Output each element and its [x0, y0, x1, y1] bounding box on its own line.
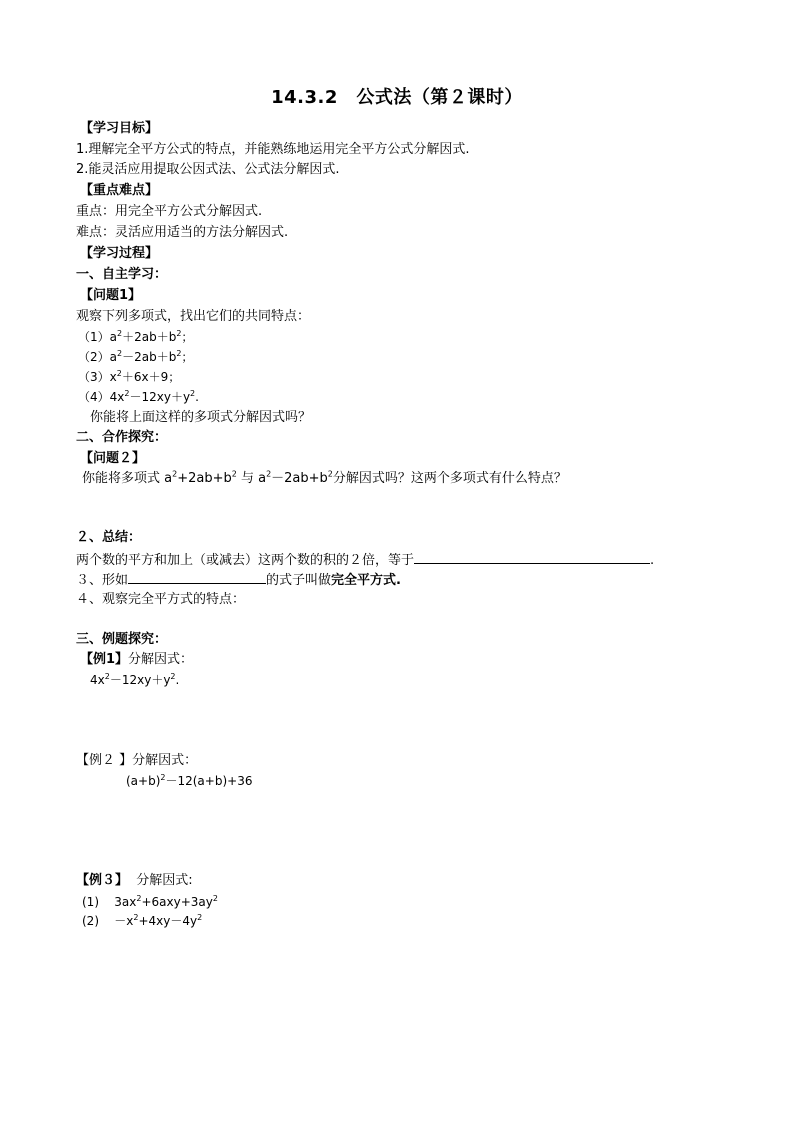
- process-heading: 【学习过程】: [80, 246, 159, 261]
- summary-line-3: ４、观察完全平方式的特点：: [76, 592, 246, 607]
- example2-title: 【例２ 】分解因式：: [76, 753, 198, 768]
- example1-expression: $4x^2-12xy+y^2$.: [90, 672, 180, 687]
- objectives-heading: 【学习目标】: [80, 121, 159, 136]
- example3-title: 【例３】 分解因式:: [76, 873, 193, 888]
- section-self-study: 一、自主学习：: [76, 267, 168, 282]
- section-examples: 三、例题探究：: [76, 632, 168, 647]
- question1-prompt: 你能将上面这样的多项式分解因式吗？: [90, 410, 312, 425]
- question2-heading: 【问题２】: [80, 451, 146, 466]
- q1-item-3: $(3)x^2+6x+9$；: [78, 369, 181, 384]
- keypoints-heading: 【重点难点】: [80, 183, 159, 198]
- page-title: 14.3.2 公式法（第２课时）: [271, 87, 523, 108]
- q1-item-2: $(2)a^2-2ab+b^2$；: [78, 349, 194, 364]
- objective-item-2: 2.能灵活应用提取公因式法、公式法分解因式.: [76, 162, 340, 177]
- q1-item-1: $(1)a^2+2ab+b^2$；: [78, 329, 194, 344]
- summary-line-1: 两个数的平方和加上（或减去）这两个数的积的２倍，等于 .: [76, 550, 654, 570]
- summary-line-2: ３、形如 的式子叫做完全平方式.: [76, 570, 401, 590]
- section-cooperative: 二、合作探究：: [76, 430, 168, 445]
- question1-text: 观察下列多项式，找出它们的共同特点：: [76, 309, 311, 324]
- example2-expression: $(a+b)^2-12(a+b)+36$: [126, 773, 253, 788]
- question2-text: 你能将多项式 $a^2+2ab+b^2$ 与 $a^2-2ab+b^2$分解因式吗？这两个多项式有什么特点？: [82, 469, 567, 486]
- q1-item-4: $(4)4x^2-12xy+y^2$.: [78, 389, 199, 404]
- objective-item-1: 1.理解完全平方公式的特点，并能熟练地运用完全平方公式分解因式.: [76, 142, 470, 157]
- difficulty-text: 难点：灵活应用适当的方法分解因式.: [76, 225, 289, 240]
- answer-blank-2[interactable]: [128, 570, 266, 584]
- answer-blank-1[interactable]: [414, 550, 650, 564]
- summary-heading: ２、总结：: [76, 530, 142, 545]
- focus-text: 重点：用完全平方公式分解因式.: [76, 204, 263, 219]
- example3-item-2: (2) $-x^2+4xy-4y^2$: [82, 913, 203, 928]
- question1-heading: 【问题1】: [80, 288, 142, 303]
- example3-item-1: (1) $3ax^2+6axy+3ay^2$: [82, 894, 218, 909]
- example1-title: 【例1】分解因式：: [80, 652, 194, 667]
